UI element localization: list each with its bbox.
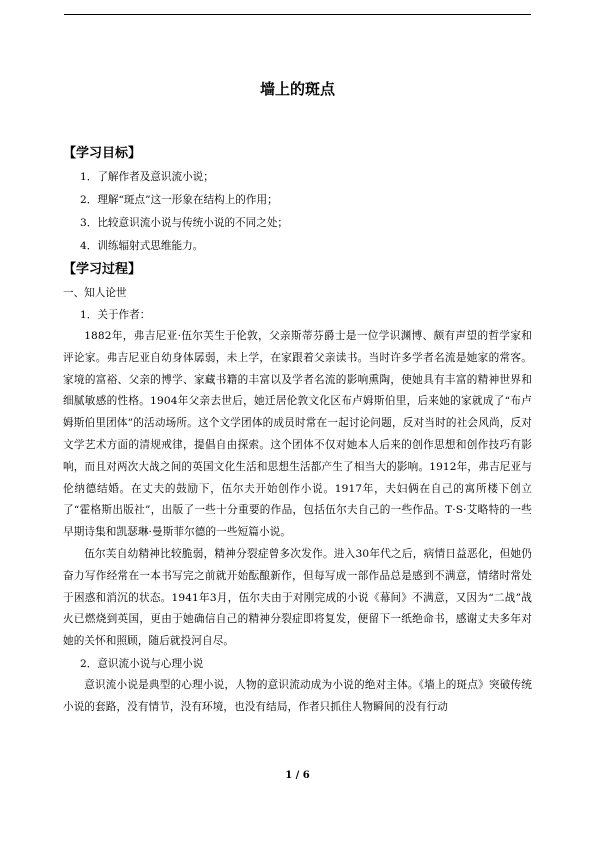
author-paragraph-2: 伍尔芙自幼精神比较脆弱，精神分裂症曾多次发作。进入30年代之后，病情日益恶化，但她仍奋力写作经常在一本书写完之前就开始酝酿新作，但每写成一部作品总是感到不满意，情绪时常处于困惑和消沉的状态。1941年3月，伍尔夫由于对刚完成的小说《幕间》不满意，又因为“二战”战火已燃烧到英国，更由于她确信自己的精神分裂症即将复发，便留下一纸绝命书，感谢丈夫多年对她的关怀和照顾，随后就投河自尽。 [63, 547, 532, 648]
goal-item: 4．训练辐射式思维能力。 [80, 240, 204, 252]
goal-item: 3．比较意识流小说与传统小说的不同之处； [80, 217, 289, 229]
goal-item: 2．理解“斑点”这一形象在结构上的作用； [80, 194, 278, 206]
author-paragraph-1: 1882年，弗吉尼亚·伍尔芙生于伦敦，父亲斯蒂芬爵士是一位学识渊博、颇有声望的哲学家和评论家。弗吉尼亚自幼身体孱弱，未上学，在家跟着父亲读书。当时许多学者名流是她家的常客。家境的富裕、父亲的博学、家藏书籍的丰富以及学者名流的影响熏陶，使她具有丰富的精神世界和细腻敏感的性格。1904年父亲去世后，她迁居伦敦文化区布卢姆斯伯里，后来她的家就成了“布卢姆斯伯里团体”的活动场所。这个文学团体的成员时常在一起讨论问题，反对当时的社会风尚，反对文学艺术方面的清规戒律，提倡自由探索。这个团体不仅对她本人后来的创作思想和创作技巧有影响，而且对两次大战之间的英国文化生活和思想生活都产生了相当大的影响。1912年，弗吉尼亚与伦纳德结婚。在丈夫的鼓励下，伍尔夫开始创作小说。1917年，夫妇俩在自己的寓所楼下创立了“霍格斯出版社”，出版了一些十分重要的作品，包括伍尔夫自己的一些作品。T·S·艾略特的一些早期诗集和凯瑟琳·曼斯菲尔德的一些短篇小说。 [63, 330, 532, 539]
goals-heading: 【学习目标】 [63, 146, 142, 161]
process-heading: 【学习过程】 [63, 262, 142, 277]
header-rule [64, 14, 531, 15]
sub-heading-stream: 2．意识流小说与心理小说 [80, 657, 204, 670]
page-number: 1 / 6 [285, 770, 310, 781]
sub-heading-author: 1．关于作者： [80, 309, 151, 321]
document-title: 墙上的斑点 [259, 80, 335, 98]
document-body [63, 142, 532, 719]
goal-item: 1．了解作者及意识流小说； [80, 171, 214, 183]
part-one-heading: 一、知人论世 [63, 287, 127, 299]
stream-paragraph: 意识流小说是典型的心理小说，人物的意识流动成为小说的绝对主体。《墙上的斑点》突破传统小说的套路，没有情节，没有环境，也没有结局，作者只抓住人物瞬间的没有行动 [63, 678, 532, 713]
